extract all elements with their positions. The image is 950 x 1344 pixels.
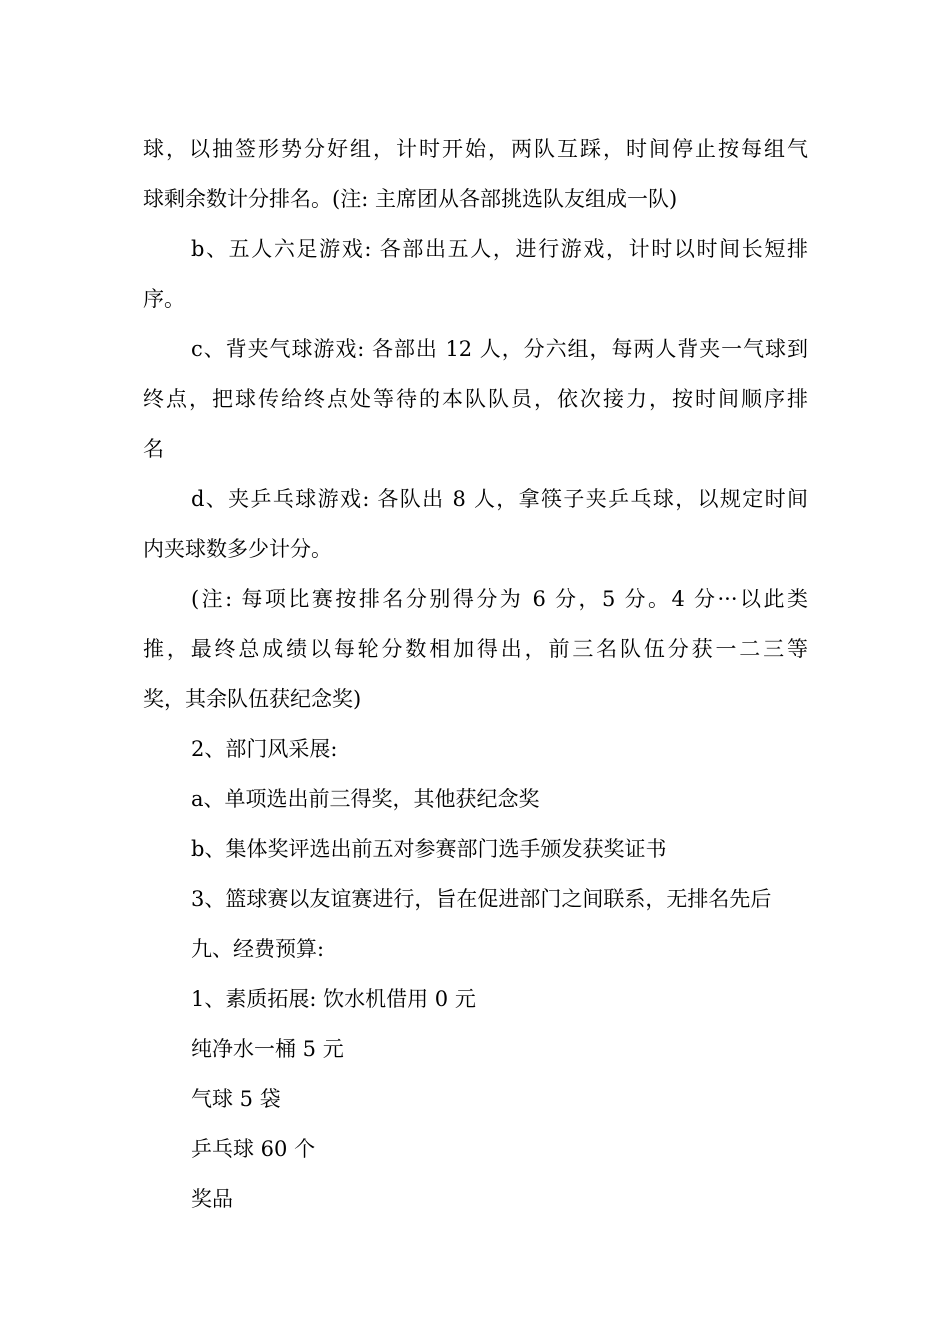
paragraph-line: 3、篮球赛以友谊赛进行，旨在促进部门之间联系，无排名先后 [191,887,772,911]
paragraph-line: 纯净水一桶 5 元 [191,1037,344,1061]
paragraph-line: 内夹球数多少计分。 [143,537,332,561]
document-body [143,124,808,1224]
paragraph-line: 序。 [143,287,185,311]
paragraph-line: 推，最终总成绩以每轮分数相加得出，前三名队伍分获一二三等 [143,637,808,661]
paragraph-line: c、背夹气球游戏: 各部出 12 人，分六组，每两人背夹一气球到 [191,337,808,361]
paragraph-line: b、五人六足游戏: 各部出五人，进行游戏，计时以时间长短排 [191,237,808,261]
paragraph-line: 终点，把球传给终点处等待的本队队员，依次接力，按时间顺序排 [143,387,808,411]
paragraph-line: b、集体奖评选出前五对参赛部门选手颁发获奖证书 [191,837,667,861]
paragraph-line: d、夹乒乓球游戏: 各队出 8 人，拿筷子夹乒乓球，以规定时间 [191,487,808,511]
paragraph-line: 2、部门风采展: [191,737,338,761]
paragraph-line: 奖，其余队伍获纪念奖) [143,687,362,711]
paragraph-line: 气球 5 袋 [191,1087,281,1111]
paragraph-line: 球，以抽签形势分好组，计时开始，两队互踩，时间停止按每组气 [143,137,808,161]
paragraph-line: a、单项选出前三得奖，其他获纪念奖 [191,787,540,811]
paragraph-line: 球剩余数计分排名。(注: 主席团从各部挑选队友组成一队) [143,187,678,211]
paragraph-line: 乒乓球 60 个 [191,1137,316,1161]
paragraph-line: 1、素质拓展: 饮水机借用 0 元 [191,987,476,1011]
paragraph-line: (注: 每项比赛按排名分别得分为 6 分，5 分。4 分···以此类 [191,587,808,611]
section-heading: 九、经费预算: [191,937,325,961]
paragraph-line: 奖品 [191,1187,233,1211]
paragraph-line: 名 [143,437,164,461]
